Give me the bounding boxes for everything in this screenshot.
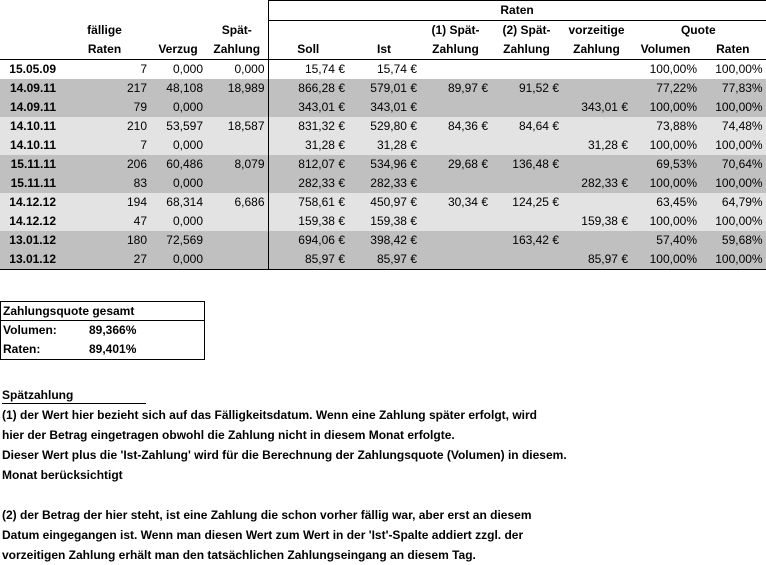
cell-ist: 343,01 € — [348, 98, 420, 117]
cell-faellig: 180 — [59, 231, 150, 250]
cell-ist: 282,33 € — [348, 174, 420, 193]
cell-qrat: 100,00% — [700, 60, 766, 80]
cell-sp1 — [420, 98, 491, 117]
table-row — [0, 98, 766, 117]
cell-spaet — [206, 231, 268, 250]
cell-verzug: 53,597 — [150, 117, 206, 136]
raten-header: Raten — [700, 40, 766, 60]
summary-volumen-row — [1, 321, 204, 340]
cell-verzug: 0,000 — [150, 136, 206, 155]
cell-soll: 694,06 € — [268, 231, 348, 250]
notes-section — [2, 385, 567, 565]
summary-raten-label: Raten: — [3, 342, 41, 356]
cell-verzug: 0,000 — [150, 98, 206, 117]
row-date: 14.09.11 — [0, 98, 59, 117]
cell-spaet: 18,587 — [206, 117, 268, 136]
cell-vorz: 31,28 € — [562, 136, 631, 155]
cell-sp2: 124,25 € — [491, 193, 562, 212]
cell-soll: 159,38 € — [268, 212, 348, 231]
table-row — [0, 155, 766, 174]
row-date: 14.10.11 — [0, 117, 59, 136]
cell-ist: 398,42 € — [348, 231, 420, 250]
cell-qvol: 57,40% — [631, 231, 700, 250]
cell-vorz — [562, 193, 631, 212]
cell-faellig: 27 — [59, 250, 150, 270]
cell-sp1 — [420, 60, 491, 80]
cell-ist: 450,97 € — [348, 193, 420, 212]
cell-qrat: 100,00% — [700, 174, 766, 193]
note-line: Monat berücksichtigt — [2, 468, 123, 482]
spaet1-header-bottom: Zahlung — [420, 40, 491, 60]
cell-ist: 534,96 € — [348, 155, 420, 174]
cell-qrat: 64,79% — [700, 193, 766, 212]
cell-faellig: 217 — [59, 79, 150, 98]
cell-sp1 — [420, 250, 491, 270]
cell-spaet: 8,079 — [206, 155, 268, 174]
cell-ist: 579,01 € — [348, 79, 420, 98]
cell-qvol: 100,00% — [631, 98, 700, 117]
cell-qvol: 73,88% — [631, 117, 700, 136]
cell-faellig: 7 — [59, 60, 150, 80]
summary-title: Zahlungsquote gesamt — [1, 302, 204, 321]
quote-header: Quote — [631, 21, 766, 41]
cell-ist: 15,74 € — [348, 60, 420, 80]
verzug-header: Verzug — [150, 40, 206, 60]
note-line — [2, 485, 567, 505]
cell-sp1: 84,36 € — [420, 117, 491, 136]
cell-vorz: 343,01 € — [562, 98, 631, 117]
note-line: vorzeitigen Zahlung erhält man den tatsächlichen Zahlungseingang an diesem Tag. — [2, 548, 476, 562]
cell-sp1 — [420, 231, 491, 250]
cell-spaet — [206, 174, 268, 193]
cell-sp2 — [491, 250, 562, 270]
ist-header: Ist — [348, 40, 420, 60]
cell-sp2 — [491, 60, 562, 80]
cell-verzug: 60,486 — [150, 155, 206, 174]
cell-spaet: 0,000 — [206, 60, 268, 80]
cell-qvol: 63,45% — [631, 193, 700, 212]
zahlungsquote-summary — [0, 301, 205, 360]
cell-qvol: 100,00% — [631, 212, 700, 231]
cell-sp1 — [420, 174, 491, 193]
note-line: Datum eingegangen ist. Wenn man diesen Wert zum Wert in der 'Ist'-Spalte addiert zzgl. der — [2, 528, 524, 542]
cell-faellig: 206 — [59, 155, 150, 174]
cell-faellig: 83 — [59, 174, 150, 193]
cell-ist: 529,80 € — [348, 117, 420, 136]
cell-qvol: 77,22% — [631, 79, 700, 98]
summary-raten-row — [1, 340, 204, 359]
note-line: hier der Betrag eingetragen obwohl die Zahlung nicht in diesem Monat erfolgte. — [2, 428, 455, 442]
row-date: 14.10.11 — [0, 136, 59, 155]
cell-sp1: 89,97 € — [420, 79, 491, 98]
spaet-header-top: Spät- — [206, 21, 268, 41]
cell-vorz: 159,38 € — [562, 212, 631, 231]
row-date: 14.09.11 — [0, 79, 59, 98]
cell-sp1 — [420, 212, 491, 231]
cell-faellig: 7 — [59, 136, 150, 155]
table-row — [0, 79, 766, 98]
cell-qrat: 77,83% — [700, 79, 766, 98]
row-date: 15.11.11 — [0, 174, 59, 193]
table-row — [0, 193, 766, 212]
cell-verzug: 68,314 — [150, 193, 206, 212]
cell-sp2 — [491, 136, 562, 155]
cell-qvol: 100,00% — [631, 174, 700, 193]
cell-soll: 812,07 € — [268, 155, 348, 174]
cell-verzug: 0,000 — [150, 174, 206, 193]
cell-faellig: 210 — [59, 117, 150, 136]
cell-verzug: 0,000 — [150, 250, 206, 270]
row-date: 14.12.12 — [0, 193, 59, 212]
summary-raten-value: 89,401% — [89, 342, 137, 356]
cell-faellig: 79 — [59, 98, 150, 117]
row-date: 13.01.12 — [0, 250, 59, 270]
spaet2-header-bottom: Zahlung — [491, 40, 562, 60]
cell-soll: 831,32 € — [268, 117, 348, 136]
summary-volumen-label: Volumen: — [3, 323, 57, 337]
cell-vorz — [562, 117, 631, 136]
cell-qrat: 100,00% — [700, 212, 766, 231]
vorzeitig-header-top: vorzeitige — [568, 23, 625, 37]
table-row — [0, 231, 766, 250]
table-row — [0, 250, 766, 270]
header-row-3 — [0, 40, 766, 60]
soll-header: Soll — [268, 40, 348, 60]
cell-qvol: 100,00% — [631, 136, 700, 155]
cell-spaet — [206, 98, 268, 117]
cell-verzug: 72,569 — [150, 231, 206, 250]
cell-soll: 343,01 € — [268, 98, 348, 117]
cell-qvol: 69,53% — [631, 155, 700, 174]
cell-sp2: 84,64 € — [491, 117, 562, 136]
cell-ist: 31,28 € — [348, 136, 420, 155]
spaet1-header-top: (1) Spät- — [431, 23, 480, 37]
cell-verzug: 0,000 — [150, 212, 206, 231]
table-row — [0, 136, 766, 155]
cell-vorz: 85,97 € — [562, 250, 631, 270]
spaet2-header-top: (2) Spät- — [502, 23, 551, 37]
payment-table — [0, 0, 766, 270]
cell-vorz: 282,33 € — [562, 174, 631, 193]
cell-soll: 282,33 € — [268, 174, 348, 193]
cell-soll: 15,74 € — [268, 60, 348, 80]
vorzeitig-header-bottom: Zahlung — [562, 40, 631, 60]
header-row-2 — [0, 21, 766, 41]
note-line: (2) der Betrag der hier steht, ist eine Zahlung die schon vorher fällig war, aber erst an diesem — [2, 508, 532, 522]
cell-vorz — [562, 231, 631, 250]
cell-sp2 — [491, 98, 562, 117]
notes-title: Spätzahlung — [2, 388, 146, 404]
cell-sp2 — [491, 174, 562, 193]
cell-qrat: 59,68% — [700, 231, 766, 250]
cell-qrat: 100,00% — [700, 250, 766, 270]
cell-qrat: 100,00% — [700, 136, 766, 155]
spaet-header-bottom: Zahlung — [206, 40, 268, 60]
cell-vorz — [562, 79, 631, 98]
row-date: 15.05.09 — [0, 60, 59, 80]
cell-soll: 85,97 € — [268, 250, 348, 270]
cell-sp1: 29,68 € — [420, 155, 491, 174]
cell-vorz — [562, 60, 631, 80]
cell-qvol: 100,00% — [631, 250, 700, 270]
cell-soll: 758,61 € — [268, 193, 348, 212]
note-line: (1) der Wert hier bezieht sich auf das Fälligkeitsdatum. Wenn eine Zahlung später erfolgt, wird — [2, 408, 537, 422]
cell-qrat: 100,00% — [700, 98, 766, 117]
table-row — [0, 174, 766, 193]
row-date: 13.01.12 — [0, 231, 59, 250]
cell-ist: 159,38 € — [348, 212, 420, 231]
row-date: 15.11.11 — [0, 155, 59, 174]
faellige-header-bottom: Raten — [59, 40, 150, 60]
volumen-header: Volumen — [631, 40, 700, 60]
cell-sp2: 136,48 € — [491, 155, 562, 174]
cell-qrat: 70,64% — [700, 155, 766, 174]
cell-sp1: 30,34 € — [420, 193, 491, 212]
faellige-header-top: fällige — [87, 22, 122, 37]
cell-spaet — [206, 250, 268, 270]
cell-spaet: 18,989 — [206, 79, 268, 98]
cell-faellig: 194 — [59, 193, 150, 212]
cell-verzug: 0,000 — [150, 60, 206, 80]
header-row-1 — [0, 1, 766, 21]
table-row — [0, 60, 766, 80]
cell-soll: 31,28 € — [268, 136, 348, 155]
table-row — [0, 117, 766, 136]
cell-verzug: 48,108 — [150, 79, 206, 98]
cell-spaet — [206, 136, 268, 155]
cell-sp1 — [420, 136, 491, 155]
cell-sp2: 91,52 € — [491, 79, 562, 98]
cell-qvol: 100,00% — [631, 60, 700, 80]
cell-soll: 866,28 € — [268, 79, 348, 98]
cell-qrat: 74,48% — [700, 117, 766, 136]
cell-sp2 — [491, 212, 562, 231]
row-date: 14.12.12 — [0, 212, 59, 231]
table-row — [0, 212, 766, 231]
cell-spaet — [206, 212, 268, 231]
cell-vorz — [562, 155, 631, 174]
cell-ist: 85,97 € — [348, 250, 420, 270]
note-line: Dieser Wert plus die 'Ist-Zahlung' wird für die Berechnung der Zahlungsquote (Volumen) in diesem. — [2, 448, 567, 462]
cell-faellig: 47 — [59, 212, 150, 231]
cell-sp2: 163,42 € — [491, 231, 562, 250]
summary-volumen-value: 89,366% — [89, 323, 137, 337]
raten-group-header: Raten — [268, 1, 766, 21]
cell-spaet: 6,686 — [206, 193, 268, 212]
